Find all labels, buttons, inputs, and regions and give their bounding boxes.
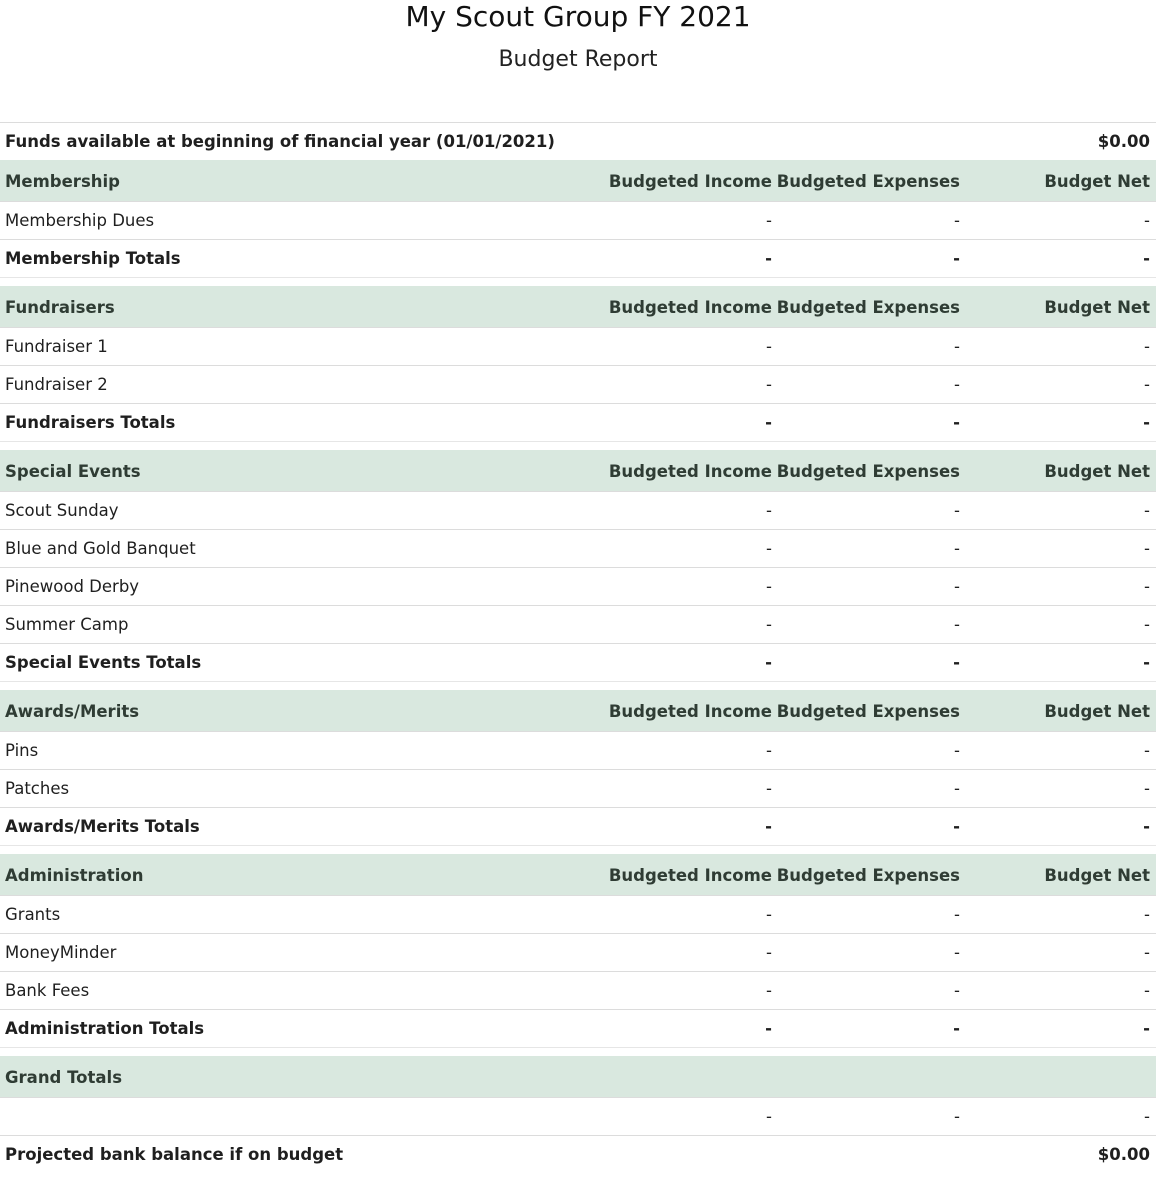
section-title: Administration: [5, 866, 144, 885]
section-title: Fundraisers: [5, 298, 115, 317]
report-sections: [0, 160, 1156, 1056]
budgeted-expenses-value: -: [954, 905, 960, 924]
section-spacer: [0, 1047, 1156, 1056]
line-item-label: Scout Sunday: [5, 501, 119, 520]
section-totals-income: -: [765, 653, 772, 672]
budgeted-expenses-value: -: [954, 615, 960, 634]
projected-balance-label: Projected bank balance if on budget: [5, 1145, 344, 1164]
projected-balance-value: $0.00: [1097, 1145, 1150, 1164]
grand-totals-label: Grand Totals: [5, 1068, 123, 1087]
budgeted-expenses-value: -: [954, 375, 960, 394]
line-item-label: MoneyMinder: [5, 943, 117, 962]
grand-totals-net: -: [1144, 1107, 1150, 1126]
line-item-label: Blue and Gold Banquet: [5, 539, 196, 558]
section-totals-label: Fundraisers Totals: [5, 413, 176, 432]
funds-available-label: Funds available at beginning of financial year (01/01/2021): [5, 132, 555, 151]
budgeted-expenses-value: -: [954, 539, 960, 558]
section-totals-expenses: -: [953, 1019, 960, 1038]
line-item-label: Patches: [5, 779, 70, 798]
column-header-budget-net: Budget Net: [1044, 702, 1150, 721]
section-totals-expenses: -: [953, 413, 960, 432]
budget-net-value: -: [1144, 779, 1150, 798]
section-totals-label: Awards/Merits Totals: [5, 817, 200, 836]
budget-net-value: -: [1144, 577, 1150, 596]
line-item-label: Fundraiser 1: [5, 337, 108, 356]
section-title: Awards/Merits: [5, 702, 140, 721]
line-item-label: Summer Camp: [5, 615, 129, 634]
budget-net-value: -: [1144, 337, 1150, 356]
grand-totals-expenses: -: [954, 1107, 960, 1126]
section-totals-net: -: [1143, 1019, 1150, 1038]
budget-report-table: [0, 122, 1156, 1173]
column-header-budget-net: Budget Net: [1044, 462, 1150, 481]
report-title: My Scout Group FY 2021: [405, 0, 751, 33]
budgeted-income-value: -: [766, 375, 772, 394]
budget-net-value: -: [1144, 615, 1150, 634]
budget-net-value: -: [1144, 539, 1150, 558]
budgeted-expenses-value: -: [954, 943, 960, 962]
section-header-membership: [0, 160, 1156, 201]
section-header-administration: [0, 854, 1156, 895]
section-totals-expenses: -: [953, 817, 960, 836]
column-header-budgeted-expenses: Budgeted Expenses: [776, 866, 960, 885]
line-item-label: Bank Fees: [5, 981, 90, 1000]
section-totals-row: [0, 1009, 1156, 1047]
budgeted-income-value: -: [766, 615, 772, 634]
budgeted-income-value: -: [766, 211, 772, 230]
table-row: [0, 895, 1156, 933]
section-totals-income: -: [765, 413, 772, 432]
table-row: [0, 529, 1156, 567]
section-totals-row: [0, 807, 1156, 845]
line-item-label: Fundraiser 2: [5, 375, 108, 394]
section-totals-label: Membership Totals: [5, 249, 181, 268]
budgeted-income-value: -: [766, 981, 772, 1000]
budgeted-expenses-value: -: [954, 211, 960, 230]
column-header-budgeted-expenses: Budgeted Expenses: [776, 702, 960, 721]
section-spacer: [0, 441, 1156, 450]
column-header-budgeted-income: Budgeted Income: [608, 298, 772, 317]
grand-totals-row: [0, 1097, 1156, 1135]
section-header-awards-merits: [0, 690, 1156, 731]
grand-totals-header: [0, 1056, 1156, 1097]
table-row: [0, 327, 1156, 365]
table-row: [0, 933, 1156, 971]
budget-net-value: -: [1144, 211, 1150, 230]
grand-totals-income: -: [766, 1107, 772, 1126]
budgeted-income-value: -: [766, 539, 772, 558]
column-header-budget-net: Budget Net: [1044, 298, 1150, 317]
line-item-label: Membership Dues: [5, 211, 155, 230]
table-row: [0, 491, 1156, 529]
table-row: [0, 605, 1156, 643]
line-item-label: Pinewood Derby: [5, 577, 140, 596]
section-title: Special Events: [5, 462, 141, 481]
section-totals-row: [0, 643, 1156, 681]
column-header-budgeted-expenses: Budgeted Expenses: [776, 462, 960, 481]
section-totals-row: [0, 239, 1156, 277]
column-header-budgeted-income: Budgeted Income: [608, 462, 772, 481]
section-totals-expenses: -: [953, 249, 960, 268]
section-totals-net: -: [1143, 817, 1150, 836]
budgeted-expenses-value: -: [954, 981, 960, 1000]
section-title: Membership: [5, 172, 120, 191]
section-spacer: [0, 681, 1156, 690]
section-totals-income: -: [765, 1019, 772, 1038]
table-row: [0, 567, 1156, 605]
section-totals-net: -: [1143, 653, 1150, 672]
projected-balance-row: [0, 1135, 1156, 1173]
budgeted-income-value: -: [766, 779, 772, 798]
section-totals-row: [0, 403, 1156, 441]
line-item-label: Grants: [5, 905, 61, 924]
budgeted-income-value: -: [766, 905, 772, 924]
section-totals-income: -: [765, 817, 772, 836]
budgeted-expenses-value: -: [954, 501, 960, 520]
table-row: [0, 731, 1156, 769]
budgeted-expenses-value: -: [954, 741, 960, 760]
report-subtitle: Budget Report: [498, 47, 658, 72]
section-totals-net: -: [1143, 249, 1150, 268]
column-header-budgeted-expenses: Budgeted Expenses: [776, 298, 960, 317]
budget-net-value: -: [1144, 943, 1150, 962]
section-spacer: [0, 277, 1156, 286]
budgeted-expenses-value: -: [954, 577, 960, 596]
budgeted-income-value: -: [766, 741, 772, 760]
column-header-budget-net: Budget Net: [1044, 866, 1150, 885]
budgeted-expenses-value: -: [954, 779, 960, 798]
section-header-special-events: [0, 450, 1156, 491]
budgeted-income-value: -: [766, 943, 772, 962]
table-row: [0, 201, 1156, 239]
section-totals-expenses: -: [953, 653, 960, 672]
funds-available-value: $0.00: [1097, 132, 1150, 151]
budgeted-income-value: -: [766, 501, 772, 520]
table-row: [0, 365, 1156, 403]
column-header-budgeted-income: Budgeted Income: [608, 172, 772, 191]
budgeted-expenses-value: -: [954, 337, 960, 356]
table-row: [0, 769, 1156, 807]
column-header-budget-net: Budget Net: [1044, 172, 1150, 191]
budget-net-value: -: [1144, 741, 1150, 760]
line-item-label: Pins: [5, 741, 39, 760]
budget-net-value: -: [1144, 375, 1150, 394]
table-row: [0, 971, 1156, 1009]
budget-net-value: -: [1144, 905, 1150, 924]
section-header-fundraisers: [0, 286, 1156, 327]
funds-available-row: [0, 122, 1156, 160]
column-header-budgeted-income: Budgeted Income: [608, 866, 772, 885]
section-spacer: [0, 845, 1156, 854]
budget-net-value: -: [1144, 501, 1150, 520]
section-totals-label: Special Events Totals: [5, 653, 202, 672]
section-totals-net: -: [1143, 413, 1150, 432]
budget-net-value: -: [1144, 981, 1150, 1000]
budgeted-income-value: -: [766, 577, 772, 596]
column-header-budgeted-expenses: Budgeted Expenses: [776, 172, 960, 191]
section-totals-income: -: [765, 249, 772, 268]
section-totals-label: Administration Totals: [5, 1019, 205, 1038]
budgeted-income-value: -: [766, 337, 772, 356]
column-header-budgeted-income: Budgeted Income: [608, 702, 772, 721]
